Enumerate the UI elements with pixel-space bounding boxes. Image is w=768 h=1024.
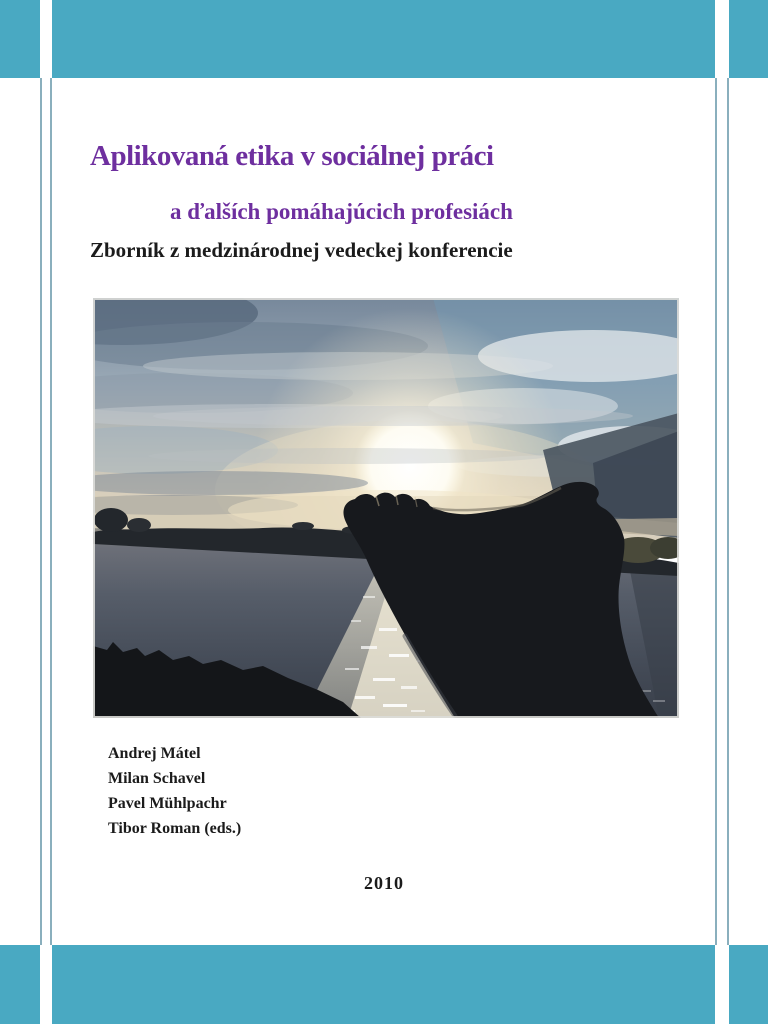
cover-photo-illustration	[93, 298, 679, 718]
right-border-line	[715, 78, 717, 945]
editors-list	[108, 741, 241, 841]
left-border-line	[50, 78, 52, 945]
border-gap	[715, 0, 729, 78]
editor-name: Tibor Roman (eds.)	[108, 820, 242, 837]
bottom-border-band	[0, 945, 768, 1024]
top-border-band	[0, 0, 768, 78]
publication-year: 2010	[364, 873, 404, 893]
page-title: Aplikovaná etika v sociálnej práci	[90, 140, 494, 172]
cover-photo	[93, 298, 679, 718]
left-border-line	[40, 78, 42, 945]
border-gap	[40, 945, 52, 1024]
editor-name: Andrej Mátel	[108, 745, 201, 762]
right-border-line	[727, 78, 729, 945]
page-subtitle: a ďalších pomáhajúcich profesiách	[170, 199, 513, 224]
editor-name: Milan Schavel	[108, 770, 206, 787]
border-gap	[40, 0, 52, 78]
editor-name: Pavel Mühlpachr	[108, 795, 227, 812]
border-gap	[715, 945, 729, 1024]
conference-line: Zborník z medzinárodnej vedeckej konferencie	[90, 238, 513, 262]
